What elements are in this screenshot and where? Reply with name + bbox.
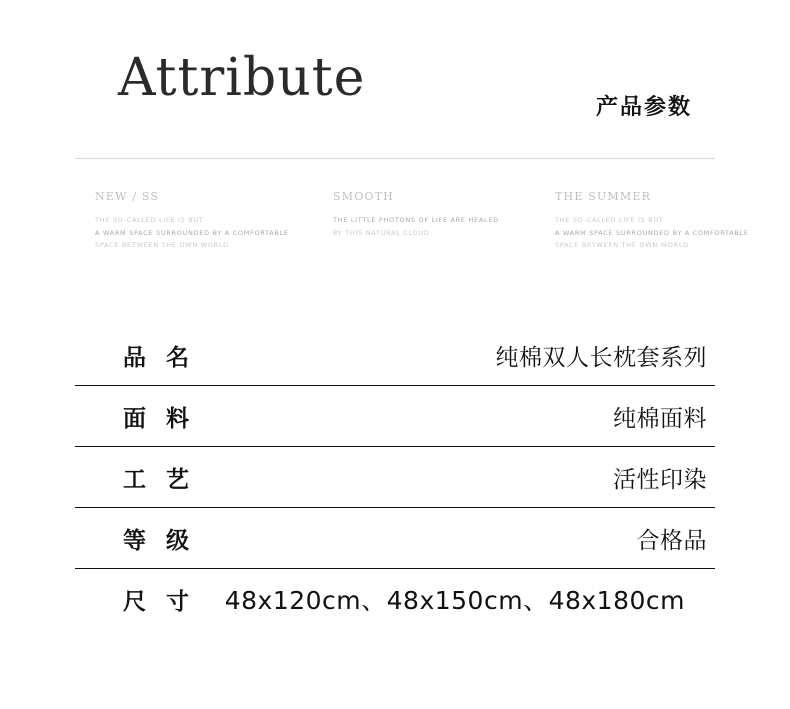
spec-label: 尺 寸: [123, 588, 196, 615]
intro-column-body: [333, 214, 533, 239]
spec-label: 工 艺: [123, 466, 196, 493]
table-row: [75, 569, 715, 629]
intro-line: SPACE BETWEEN THE OWN WORLD: [95, 241, 229, 250]
spec-table: [75, 325, 715, 629]
spec-value: 纯棉双人长枕套系列: [495, 344, 707, 371]
page-title: 产品参数: [595, 95, 692, 120]
intro-column-body: [95, 214, 295, 252]
intro-column-title: NEW / SS: [95, 190, 160, 203]
intro-line: THE LITTLE PHOTONS OF LIFE ARE HEALED: [333, 216, 499, 224]
spec-label: 品 名: [123, 344, 196, 371]
page-header: [0, 48, 790, 142]
intro-line: A WARM SPACE SURROUNDED BY A COMFORTABLE: [95, 228, 289, 237]
intro-line: A WARM SPACE SURROUNDED BY A COMFORTABLE: [555, 228, 749, 237]
intro-column-body: [555, 214, 755, 252]
spec-value: 合格品: [636, 527, 707, 554]
intro-line: SPACE BETWEEN THE OWN WORLD: [555, 241, 689, 250]
brand-wordmark: Attribute: [118, 48, 366, 108]
intro-column: [95, 190, 295, 252]
intro-column-title: THE SUMMER: [555, 190, 652, 203]
table-row: [75, 386, 715, 447]
table-row: [75, 325, 715, 386]
spec-value: 活性印染: [613, 466, 707, 493]
spec-value: 48x120cm、48x150cm、48x180cm: [224, 586, 685, 615]
intro-column-title: SMOOTH: [333, 190, 394, 203]
intro-line: THE SO-CALLED LIFE IS BUT: [555, 216, 664, 224]
intro-line: BY THIS NATURAL CLOUD: [333, 228, 430, 237]
table-row: [75, 508, 715, 569]
table-row: [75, 447, 715, 508]
header-divider: [75, 158, 715, 159]
spec-label: 面 料: [123, 405, 196, 432]
intro-columns: [75, 190, 749, 270]
intro-column: [555, 190, 755, 252]
intro-line: THE SO-CALLED LIFE IS BUT: [95, 216, 204, 224]
spec-label: 等 级: [123, 527, 196, 554]
intro-column: [333, 190, 533, 239]
spec-value: 纯棉面料: [613, 405, 707, 432]
